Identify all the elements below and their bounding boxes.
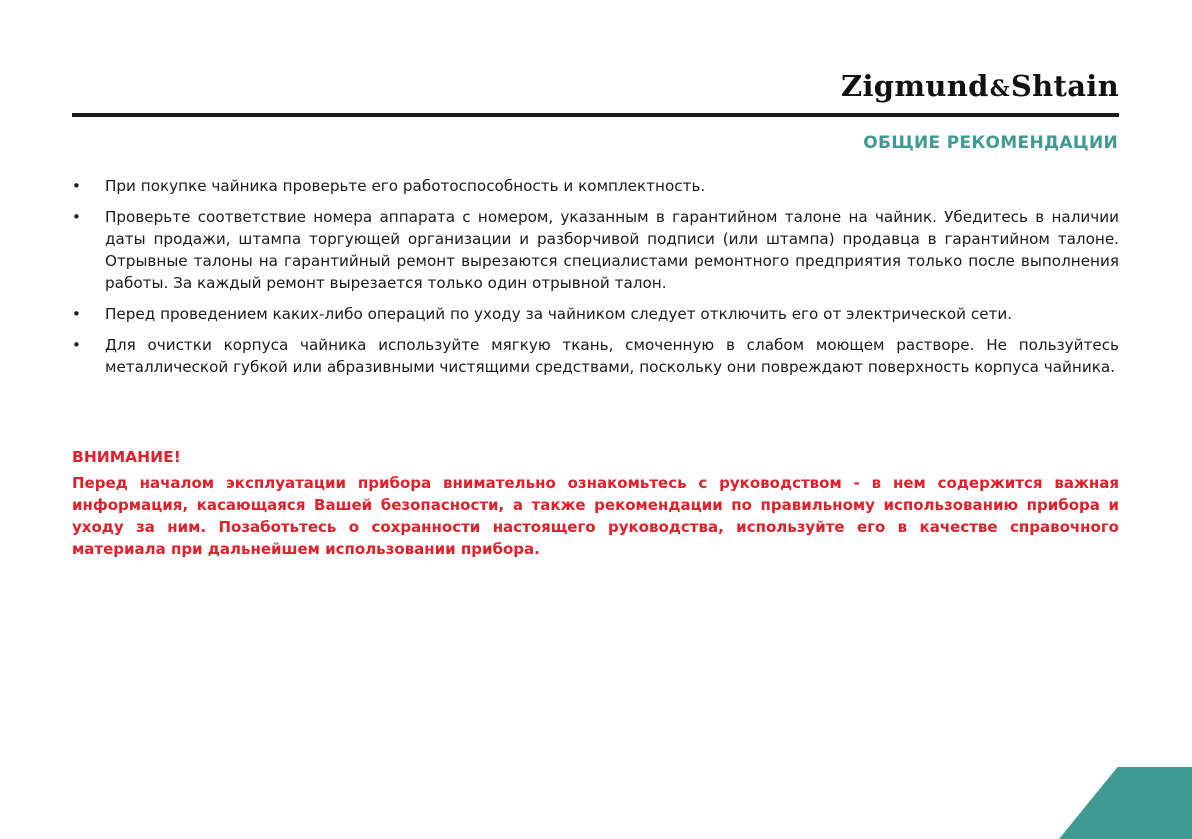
header-divider [72, 113, 1119, 117]
brand-logo [841, 69, 1119, 103]
section-title: ОБЩИЕ РЕКОМЕНДАЦИИ [863, 133, 1118, 153]
bullet-icon: • [72, 208, 81, 226]
bullet-icon: • [72, 177, 81, 195]
brand-logo-right: Shtain [1010, 69, 1119, 103]
list-item-text: При покупке чайника проверьте его работоспособность и комплектность. [105, 177, 706, 195]
recommendations-list [72, 175, 1119, 387]
list-item [72, 303, 1119, 325]
list-item-text: Проверьте соответствие номера аппарата с номером, указанным в гарантийном талоне на чайник. Убедитесь в наличии даты продажи, штампа торгующей организации и разборчивой подписи (или штампа) продавца в гарантийном талоне. Отрывные талоны на гарантийный ремонт вырезаются специалистами ремонтного предприятия только после выполнения работы. За каждый ремонт вырезается только один отрывной талон. [105, 208, 1119, 292]
bullet-icon: • [72, 305, 81, 323]
warning-text: Перед началом эксплуатации прибора внимательно ознакомьтесь с руководством - в нем содержится важная информация, касающаяся Вашей безопасности, а также рекомендации по правильному использованию прибора и уходу за ним. Позаботьтесь о сохранности настоящего руководства, используйте его в качестве справочного материала при дальнейшем использовании прибора. [72, 474, 1119, 558]
warning-title: ВНИМАНИЕ! [72, 448, 181, 466]
list-item [72, 175, 1119, 197]
bullet-icon: • [72, 336, 81, 354]
list-item-text: Для очистки корпуса чайника используйте мягкую ткань, смоченную в слабом моющем растворе. Не пользуйтесь металлической губкой или абразивными чистящими средствами, поскольку они повреждают поверхность корпуса чайника. [105, 336, 1119, 376]
brand-logo-amp: & [989, 76, 1010, 102]
corner-decoration [1059, 767, 1192, 839]
warning-block [72, 447, 1119, 560]
list-item-text: Перед проведением каких-либо операций по уходу за чайником следует отключить его от электрической сети. [105, 305, 1013, 323]
list-item [72, 334, 1119, 378]
brand-logo-left: Zigmund [841, 69, 989, 103]
list-item [72, 206, 1119, 294]
